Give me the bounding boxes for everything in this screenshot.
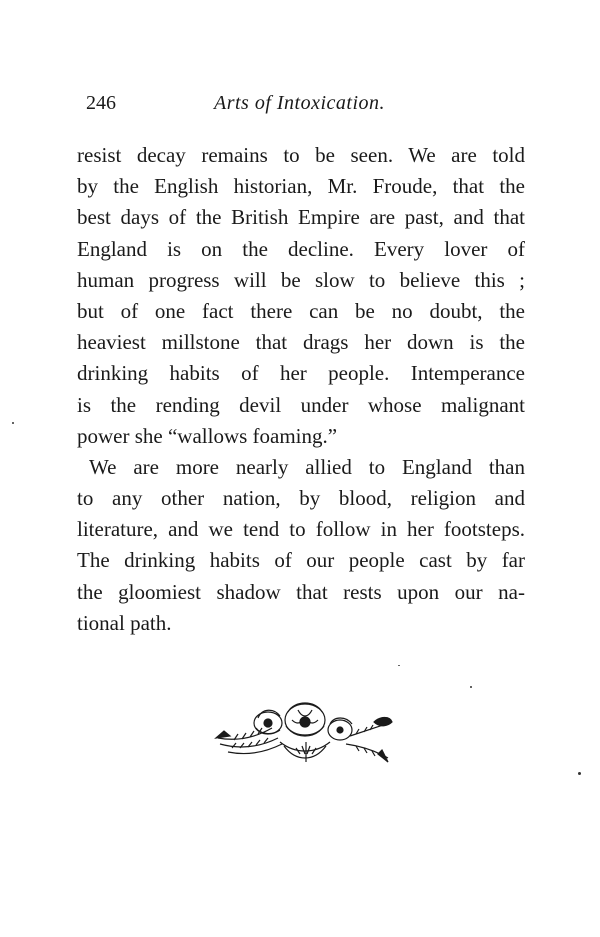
paragraph-2 — [77, 452, 525, 639]
text-line: best days of the British Empire are past, and that — [77, 205, 525, 230]
page-speck — [12, 422, 14, 424]
page-speck — [578, 772, 581, 775]
text-line: to any other nation, by blood, religion and — [77, 486, 525, 511]
text-line: is the rending devil under whose malignant — [77, 392, 525, 417]
text-line: the gloomiest shadow that rests upon our na- — [77, 579, 525, 604]
running-title: Arts of Intoxication. — [214, 92, 386, 114]
text-line: power she “wallows foaming.” — [77, 423, 338, 448]
body-text — [77, 140, 525, 639]
text-line: human progress will be slow to believe this ; — [77, 267, 525, 292]
running-head — [86, 92, 526, 122]
text-line: heaviest millstone that drags her down is the — [77, 330, 525, 355]
page-speck — [470, 686, 472, 688]
text-line: tional path. — [77, 610, 172, 635]
text-line: We are more nearly allied to England than — [89, 454, 525, 479]
text-line: drinking habits of her people. Intemperance — [77, 361, 525, 386]
page-number: 246 — [86, 92, 116, 114]
page-speck — [398, 665, 400, 666]
text-line: England is on the decline. Every lover of — [77, 236, 525, 261]
text-line: resist decay remains to be seen. We are told — [77, 143, 525, 167]
text-line: The drinking habits of our people cast by far — [77, 548, 525, 573]
text-line: literature, and we tend to follow in her footsteps. — [77, 517, 525, 542]
text-line: by the English historian, Mr. Froude, that the — [77, 174, 525, 199]
floral-tailpiece-icon — [210, 698, 395, 768]
paragraph-1 — [77, 140, 525, 452]
text-line: but of one fact there can be no doubt, the — [77, 298, 525, 323]
